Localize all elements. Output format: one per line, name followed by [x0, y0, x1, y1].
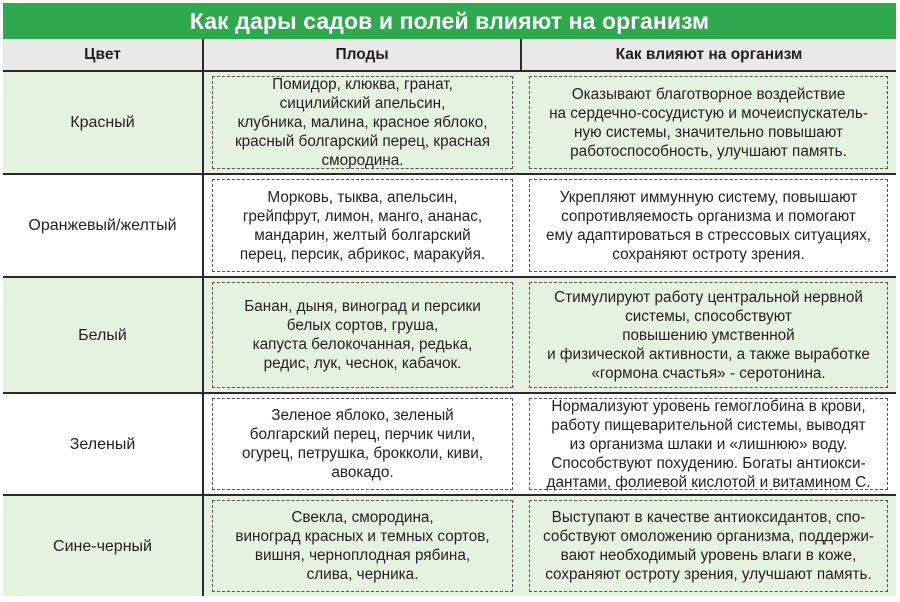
fruits-line: грейпфрут, лимон, манго, ананас,	[242, 207, 483, 225]
fruits-line: смородина.	[321, 152, 404, 169]
effect-line: системы, способствуют	[625, 307, 792, 325]
effect-line: повышению умственной	[622, 326, 795, 344]
effect-cell	[521, 277, 896, 393]
color-cell: Зеленый	[3, 393, 203, 495]
effect-line: Выступают в качестве антиоксидантов, спо-	[551, 509, 866, 526]
fruits-line: перец, персик, абрикос, маракуйя.	[239, 245, 486, 263]
fruits-cell	[203, 393, 521, 495]
effect-line: собствуют омоложению организма, поддержи-	[543, 528, 874, 545]
fruits-line: мандарин, желтый болгарский	[254, 226, 471, 244]
fruits-line: Морковь, тыква, апельсин,	[267, 188, 458, 206]
effect-text	[547, 288, 870, 383]
effect-line: ему адаптироваться в стрессовых ситуациях,	[545, 226, 872, 244]
header-effect: Как влияют на организм	[521, 39, 896, 71]
effect-cell	[521, 495, 896, 596]
fruits-line: белых сортов, груша,	[286, 317, 439, 334]
effect-box	[529, 282, 888, 388]
effect-text	[543, 508, 874, 584]
fruits-line: авокадо.	[331, 464, 394, 481]
fruits-line: красный болгарский перец, красная	[234, 133, 491, 150]
effect-line: сохраняют остроту зрения, улучшают память.	[545, 566, 872, 583]
effect-line: Нормализуют уровень гемоглобина в крови,	[551, 397, 866, 415]
fruits-cell	[203, 495, 521, 596]
effect-cell	[521, 393, 896, 495]
table-row	[3, 71, 896, 174]
table-row	[3, 495, 896, 596]
fruits-text	[235, 508, 489, 584]
fruits-line: сицилийский апельсин,	[279, 95, 446, 112]
fruits-box	[212, 179, 513, 272]
effect-text	[549, 85, 868, 161]
fruits-line: Зеленое яблоко, зеленый	[271, 407, 454, 424]
effect-line: ную системы, значительно повышают	[574, 123, 843, 141]
fruits-line: Банан, дыня, виноград и персики	[244, 298, 481, 315]
fruits-cell	[203, 71, 521, 174]
table-row	[3, 277, 896, 393]
effect-line: сохраняют остроту зрения.	[612, 245, 805, 263]
color-cell: Красный	[3, 71, 203, 174]
table-title	[3, 3, 896, 39]
fruits-line: Свекла, смородина,	[291, 509, 434, 526]
effect-line: Оказывают благотворное воздействие	[571, 85, 846, 103]
table-row	[3, 393, 896, 495]
fruits-line: клубника, малина, красное яблоко,	[237, 114, 488, 131]
fruits-line: капуста белокочанная, редька,	[252, 336, 473, 353]
table-row	[3, 174, 896, 277]
effect-line: и физической активности, а также выработке	[547, 345, 870, 363]
effect-cell	[521, 174, 896, 277]
fruits-box	[212, 398, 513, 490]
effect-text	[546, 188, 871, 264]
header-row	[3, 39, 896, 71]
fruits-line: огурец, петрушка, брокколи, киви,	[241, 445, 484, 462]
effect-line: из организма шлаки и «лишнюю» воду.	[569, 435, 848, 453]
effect-line: Укрепляют иммунную систему, повышают	[559, 188, 858, 206]
fruits-box	[212, 500, 513, 592]
fruits-line: слива, черника.	[306, 566, 419, 583]
effect-line: на сердечно-сосудистую и мочеиспускатель-	[549, 104, 868, 122]
effect-line: дантами, фолиевой кислотой и витамином С.	[546, 473, 871, 491]
table-title-text: Как дары садов и полей влияют на организм	[189, 7, 710, 34]
effect-line: «гормона счастья» - серотонина.	[591, 364, 826, 382]
fruits-line: виноград красных и темных сортов,	[235, 528, 490, 545]
fruits-line: Помидор, клюква, гранат,	[272, 76, 453, 93]
effect-line: сопротивляемость организма и помогают	[561, 207, 856, 225]
infographic-table	[3, 3, 896, 599]
effect-line: вают необходимый уровень влаги в коже,	[560, 547, 857, 564]
header-color: Цвет	[3, 39, 203, 71]
fruits-box	[212, 282, 513, 388]
effect-line: Стимулируют работу центральной нервной	[554, 288, 863, 306]
effect-line: Способствуют похудению. Богаты антиокси-	[551, 454, 866, 472]
table-body	[3, 71, 896, 596]
fruits-cell	[203, 277, 521, 393]
fruits-line: редис, лук, чеснок, кабачок.	[263, 355, 462, 372]
effect-box	[529, 76, 888, 169]
fruits-line: болгарский перец, перчик чили,	[249, 426, 476, 443]
fruits-text	[240, 188, 485, 264]
color-cell: Сине-черный	[3, 495, 203, 596]
fruits-text	[244, 297, 481, 373]
color-cell: Оранжевый/желтый	[3, 174, 203, 277]
fruits-box	[212, 76, 513, 169]
produce-effects-table	[3, 39, 896, 596]
fruits-line: вишня, черноплодная рябина,	[254, 547, 471, 564]
effect-box	[529, 500, 888, 592]
fruits-cell	[203, 174, 521, 277]
effect-line: работу пищеварительной системы, выводят	[551, 416, 866, 434]
header-fruits: Плоды	[203, 39, 521, 71]
effect-box	[529, 398, 888, 490]
fruits-text	[235, 75, 490, 170]
effect-line: работоспособность, улучшают память.	[570, 142, 847, 160]
effect-box	[529, 179, 888, 272]
effect-cell	[521, 71, 896, 174]
effect-text	[547, 397, 871, 492]
fruits-text	[242, 406, 483, 482]
color-cell: Белый	[3, 277, 203, 393]
